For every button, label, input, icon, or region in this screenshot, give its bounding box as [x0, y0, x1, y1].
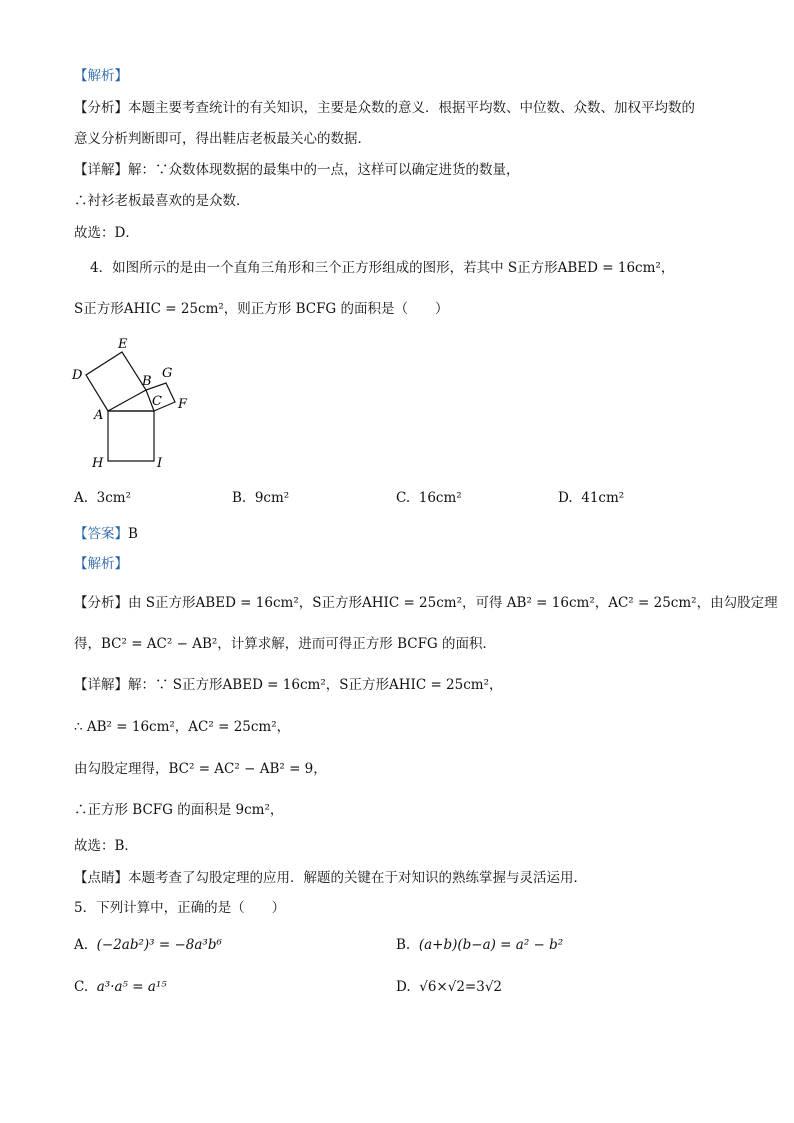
step-2: 由勾股定理得，BC² = AC² − AB² = 9，	[74, 761, 327, 777]
q5-option-b: B. (a+b)(b−a) = a² − b²	[396, 937, 564, 953]
square-ahic	[108, 411, 154, 461]
conclusion-1: ∴衬衫老板最喜欢的是众数．	[74, 193, 250, 209]
detail-paragraph-1: 【详解】解：∵众数体现数据的最集中的一点，这样可以确定进货的数量，	[74, 162, 520, 178]
q4-option-b: B. 9cm²	[232, 490, 290, 506]
square-abed	[86, 352, 146, 411]
analysis-paragraph-1-cont: 意义分析判断即可，得出鞋店老板最关心的数据．	[74, 131, 371, 147]
answer-line: 【答案】B	[74, 526, 138, 542]
label-e: E	[118, 338, 128, 352]
analysis-tag-2: 【解析】	[74, 556, 128, 572]
step-3: ∴正方形 BCFG 的面积是 9cm²，	[74, 802, 284, 818]
label-a: A	[94, 408, 104, 423]
label-g: G	[162, 366, 173, 381]
geometry-figure	[70, 338, 200, 473]
q5-option-a: A. (−2ab²)³ = −8a³b⁶	[74, 937, 222, 953]
label-b: B	[142, 374, 152, 389]
question-4-line-1: 4．如图所示的是由一个直角三角形和三个正方形组成的图形，若其中 S正方形ABED = 16cm²，	[90, 260, 675, 276]
analysis-tag-1: 【解析】	[74, 68, 128, 84]
label-h: H	[92, 456, 104, 471]
remark-paragraph: 【点睛】本题考查了勾股定理的应用．解题的关键在于对知识的熟练掌握与灵活运用．	[74, 870, 587, 886]
q4-option-c: C. 16cm²	[396, 490, 462, 506]
analysis-paragraph-2: 【分析】由 S正方形ABED = 16cm²，S正方形AHIC = 25cm²，可得 AB² = 16cm²，AC² = 25cm²，由勾股定理	[74, 595, 778, 611]
analysis-paragraph-2-cont: 得，BC² = AC² − AB²，计算求解，进而可得正方形 BCFG 的面积．	[74, 636, 497, 652]
q5-option-d: D. √6×√2=3√2	[396, 979, 503, 995]
label-f: F	[178, 397, 188, 412]
selection-1: 故选：D．	[74, 225, 139, 241]
analysis-paragraph-1: 【分析】本题主要考查统计的有关知识，主要是众数的意义．根据平均数、中位数、众数、加权平均数的	[74, 100, 695, 116]
q4-option-d: D. 41cm²	[558, 490, 625, 506]
label-i: I	[157, 456, 163, 471]
label-c: C	[152, 394, 162, 409]
q4-option-a: A. 3cm²	[74, 490, 132, 506]
selection-2: 故选：B．	[74, 838, 138, 854]
q5-option-c: C. a³·a⁵ = a¹⁵	[74, 979, 167, 995]
detail-paragraph-2: 【详解】解：∵ S正方形ABED = 16cm²，S正方形AHIC = 25cm²，	[74, 677, 503, 693]
label-d: D	[72, 368, 83, 383]
question-5: 5．下列计算中，正确的是（ ）	[74, 900, 286, 916]
step-1: ∴ AB² = 16cm²，AC² = 25cm²，	[74, 719, 291, 735]
question-4-line-2: S正方形AHIC = 25cm²，则正方形 BCFG 的面积是（ ）	[74, 301, 449, 317]
